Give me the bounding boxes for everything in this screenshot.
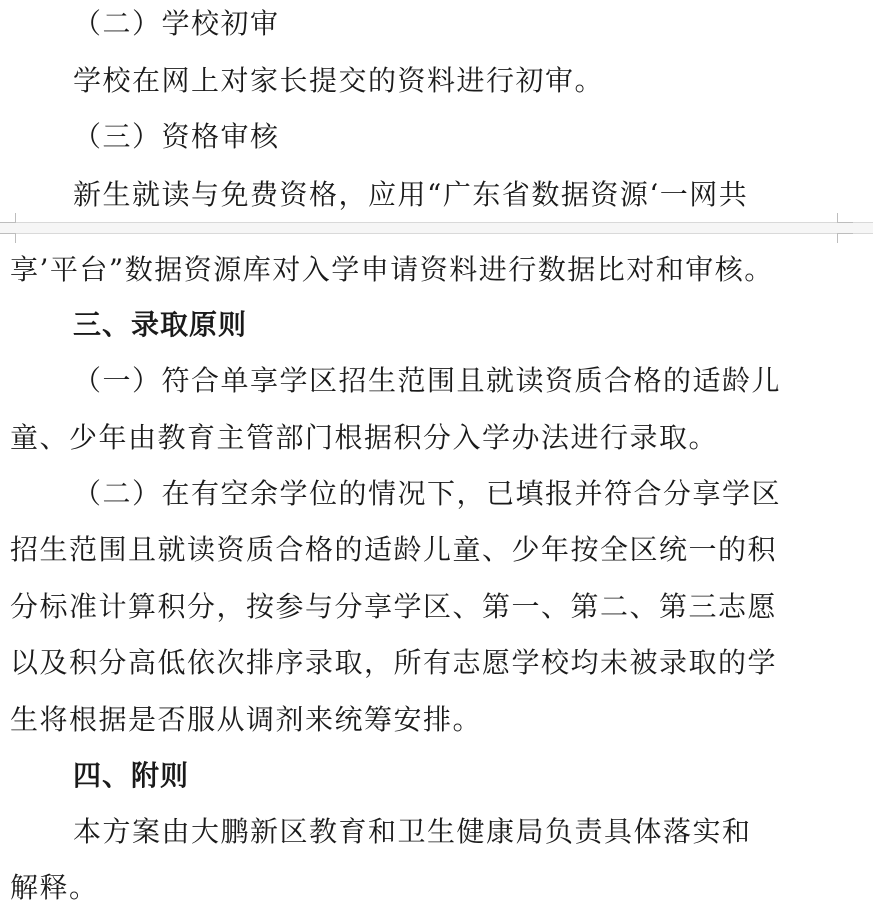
subheading-qualification-review: （三）资格审核 [73, 120, 280, 153]
item-2-line1: （二）在有空余学位的情况下，已填报并符合分享学区 [73, 477, 782, 510]
paragraph-qualification-line2: 享’平台”数据资源库对入学申请资料进行数据比对和审核。 [10, 253, 774, 286]
heading-admission-principles: 三、录取原则 [73, 308, 248, 341]
item-2-line3: 分标准计算积分，按参与分享学区、第一、第二、第三志愿 [10, 590, 778, 623]
item-2-line4: 以及积分高低依次排序录取，所有志愿学校均未被录取的学 [10, 646, 778, 679]
final-paragraph-line2: 解释。 [10, 871, 99, 904]
page-corner-mark [0, 213, 16, 223]
paragraph-school-review: 学校在网上对家长提交的资料进行初审。 [73, 64, 605, 97]
item-2-line5: 生将根据是否服从调剂来统筹安排。 [10, 703, 483, 736]
page-corner-mark [837, 233, 853, 243]
page-corner-mark [837, 213, 853, 223]
item-1-line1: （一）符合单享学区招生范围且就读资质合格的适龄儿 [73, 364, 782, 397]
heading-supplementary: 四、附则 [73, 759, 190, 792]
item-1-line2: 童、少年由教育主管部门根据积分入学办法进行录取。 [10, 421, 719, 454]
item-2-line2: 招生范围且就读资质合格的适龄儿童、少年按全区统一的积 [10, 533, 778, 566]
final-paragraph-line1: 本方案由大鹏新区教育和卫生健康局负责具体落实和 [73, 815, 752, 848]
page-break [0, 222, 873, 234]
page-corner-mark [0, 233, 16, 243]
paragraph-qualification-line1: 新生就读与免费资格，应用“广东省数据资源‘一网共 [73, 178, 749, 211]
subheading-school-review: （二）学校初审 [73, 7, 280, 40]
